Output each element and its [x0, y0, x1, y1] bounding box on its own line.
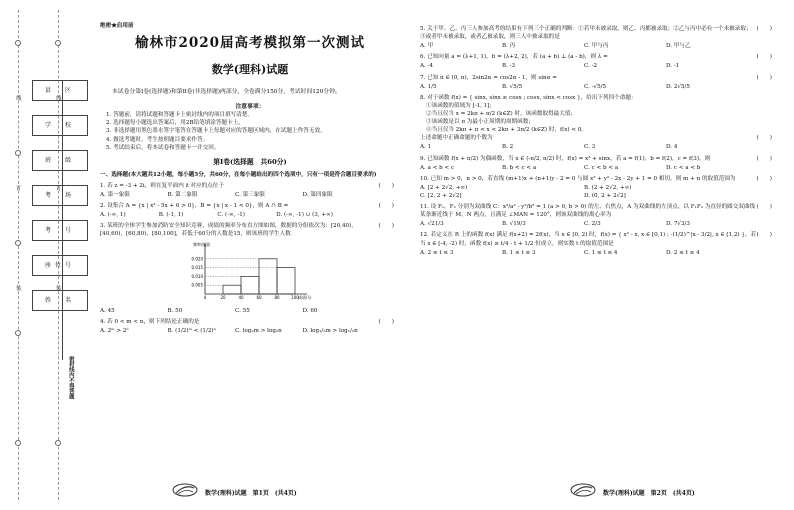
option-d: D. -1	[666, 63, 680, 70]
page-footer-left: 数学(理科)试题 第1页 (共4页)	[205, 490, 297, 497]
question-stem: 11. 设 F₁，F₂ 分别为双曲线 C：x²/a² - y²/b² = 1 (a > 0, b > 0) 的左、右焦点，A 为双曲线的左顶点，以 F₁F₂ 为直径的圆交双曲线某条渐近线于 M，N 两点，且满足 ∠MAN = 120°，则该双曲线的离心率为	[420, 204, 756, 219]
answer-paren[interactable]: ( )	[756, 54, 772, 61]
option-a: A. 45	[100, 307, 115, 314]
option-b: B. (2 + 2√2, +∞)	[584, 184, 632, 191]
option-d: D. log₁/₂m > log₁/₂n	[302, 327, 358, 334]
option-a: A. -4	[420, 63, 434, 70]
note-item: 5. 考试结束后，将本试卷和答题卡一并交回。	[106, 144, 220, 151]
field-exam-number[interactable]: 考 号	[32, 220, 88, 241]
option-a: A. 第一象限	[100, 191, 130, 198]
option-d: D. 甲与乙	[666, 43, 691, 50]
option-c: C. 甲与丙	[584, 43, 609, 50]
field-exam-room[interactable]: 考 场	[32, 185, 88, 206]
answer-paren[interactable]: ( )	[756, 155, 772, 162]
secret-label: 绝密★启用前	[100, 23, 134, 29]
option-d: D. 2 ≤ t ≤ 4	[666, 249, 700, 256]
option-a: A. 1/5	[420, 83, 437, 90]
punch-hole-6	[55, 40, 61, 46]
answer-paren[interactable]: ( )	[756, 74, 772, 81]
option-c: C. 2/3	[584, 221, 601, 228]
question-2	[100, 202, 400, 219]
question-4	[100, 318, 400, 335]
field-school[interactable]: 学 校	[32, 115, 88, 136]
note-item: 3. 非选择题用黑色墨水签字笔答在答题卡上每题对应的答题区域内，在试题上作答无效。	[106, 128, 326, 135]
question-stem: 1. 若 z = -3 + 2i，则在复平面内 z̄ 对应的点位于	[100, 182, 224, 189]
question-stem: 4. 若 0 < m < n，则下列结论正确的是	[100, 318, 200, 325]
question-stem: 5. 关于甲、乙、丙三人参加高考的结果有下列三个正确的判断：①若甲未被录取，则乙、丙都被录取；②乙与丙中必有一个未被录取；③或者甲未被录取，或者乙被录取，则三人中被录取的是	[420, 26, 752, 41]
question-stem: 9. 已知函数 f(x + π/2) 为偶函数，当 x ∈ (-π/2, π/2) 时，f(x) = x³ + sinx，若 a = f(1)，b = f(2)，c = f(3)，则	[420, 155, 711, 162]
proposition-item: ③该函数是以 π 为最小正周期的周期函数；	[426, 119, 534, 126]
option-d: D. 7√3/3	[666, 221, 690, 228]
seal-char-outer-2: 订	[14, 185, 21, 191]
histogram-bar	[259, 259, 277, 294]
x-tick-label: 0	[203, 295, 207, 301]
seal-char-outer-3: 装	[14, 285, 21, 291]
option-c: C. (-∞, -1)	[217, 212, 245, 219]
answer-paren[interactable]: ( )	[756, 175, 772, 182]
question-3	[100, 222, 400, 314]
option-d: D. (-∞, -1) ∪ (3, +∞)	[276, 212, 333, 219]
seal-char-inner-2: 订	[54, 185, 61, 191]
option-d: D. (0, 2 + 2√2]	[584, 192, 626, 199]
notes-heading: 注意事项：	[235, 103, 265, 110]
answer-paren[interactable]: ( )	[756, 204, 772, 211]
option-c: C. 3	[584, 144, 596, 151]
histogram-bar	[277, 268, 295, 294]
field-county[interactable]: 县 区	[32, 80, 88, 101]
proposition-item: ④当且仅当 2kπ + π < x < 2kπ + 3π/2 (k∈Z) 时，f(x) < 0。	[426, 127, 587, 134]
option-c: C. log₂m > log₂n	[235, 327, 282, 334]
histogram-bar	[223, 286, 241, 295]
option-b: B. (1/2)ᵐ < (1/2)ⁿ	[167, 327, 216, 334]
answer-paren[interactable]: ( )	[756, 135, 772, 142]
answer-paren[interactable]: ( )	[756, 232, 772, 239]
question-8	[420, 94, 778, 152]
y-tick-label: 0.005	[191, 283, 203, 289]
seal-char-outer-1: 线	[14, 95, 21, 101]
x-tick-label: 100	[291, 295, 299, 301]
option-a: A. 2ᵐ > 2ⁿ	[100, 327, 129, 334]
question-stem: 10. 已知 m > 0，n > 0，若直线 (m+1)x + (n+1)y - 2 = 0 与圆 x² + y² - 2x - 2y + 1 = 0 相切，则 m + n 的取值范围为	[420, 175, 736, 182]
option-d: D. 60	[302, 307, 318, 314]
exam-subtitle: 数学(理科)试题	[211, 62, 289, 76]
seal-line-outer	[18, 10, 19, 500]
seal-char-inner-3: 装	[54, 285, 61, 291]
publisher-logo-icon	[570, 482, 596, 498]
proposition-item: ②当且仅当 x = 2kπ + π/2 (k∈Z) 时，该函数取得最大值；	[426, 110, 577, 117]
question-1	[100, 182, 400, 199]
seal-char-inner-1: 线	[54, 95, 61, 101]
option-d: D. 4	[666, 144, 678, 151]
option-c: C. 第三象限	[235, 191, 266, 198]
x-tick-label: 40	[238, 295, 244, 301]
question-stem: 2. 设集合 A = {x | x² - 5x + 6 > 0}，B = {x | x - 1 < 0}，则 A ∩ B =	[100, 202, 289, 209]
x-axis-label: 成绩/分	[298, 295, 312, 301]
punch-hole-1	[15, 40, 21, 46]
question-5	[420, 25, 778, 50]
y-tick-label: 0.015	[191, 265, 203, 271]
question-6	[420, 53, 778, 70]
question-stem: 6. 已知向量 a = (λ+1, 1)，b = (λ+2, 2)，若 (a + b) ⊥ (a - b)，则 λ =	[420, 54, 608, 61]
option-a: A. 2 ≤ t ≤ 3	[420, 249, 454, 256]
x-tick-label: 60	[256, 295, 262, 301]
punch-hole-4	[15, 330, 21, 336]
note-item: 1. 答题前，请将试题和答题卡上密封线内的项目填写清楚。	[106, 112, 253, 119]
field-class[interactable]: 班 级	[32, 150, 88, 171]
option-b: B. 1 ≤ t ≤ 3	[502, 249, 536, 256]
option-d: D. 第四象限	[302, 191, 333, 198]
option-b: B. (-1, 1)	[158, 212, 184, 219]
option-c: C. [2, 2 + 2√2]	[420, 192, 462, 199]
option-d: D. c < a < b	[666, 164, 701, 171]
field-name[interactable]: 姓 名	[32, 290, 88, 311]
option-c: C. -2	[584, 63, 598, 70]
y-tick-label: 0.010	[191, 274, 203, 280]
note-item: 4. 做选考题时，考生按照题目要求作答。	[106, 136, 209, 143]
x-tick-label: 20	[220, 295, 226, 301]
option-a: A. a < b < c	[420, 164, 455, 171]
option-a: A. 1	[420, 144, 432, 151]
question-11	[420, 203, 778, 228]
question-stem: 3. 某班的全体学生参加消防安全知识竞赛，成绩的频率分布直方图如图，数据的分组依次为：[20,40)，[40,60)，[60,80)，[80,100]，若低于60分的人数是15，则该班的学生人数	[100, 223, 357, 238]
question-10	[420, 175, 778, 200]
page-footer-right: 数学(理科)试题 第2页 (共4页)	[603, 490, 695, 497]
question-stem: 7. 已知 α ∈ (0, π)，2sin2α = cos2α - 1，则 sinα =	[420, 74, 557, 81]
question-9	[420, 155, 778, 172]
punch-hole-3	[15, 240, 21, 246]
exam-intro: 本试卷分第Ⅰ卷(选择题)和第Ⅱ卷(非选择题)两部分，全卷满分150分，考试时间120分钟。	[112, 88, 341, 95]
proposition-item: ①该函数的值域为 [-1, 1]；	[426, 102, 496, 109]
option-a: A. 甲	[420, 43, 434, 50]
punch-hole-7	[55, 440, 61, 446]
option-c: C. 1 ≤ t ≤ 4	[584, 249, 618, 256]
question-12	[420, 231, 778, 256]
x-tick-label: 80	[274, 295, 280, 301]
part-1-heading: 第Ⅰ卷(选择题 共60分)	[213, 157, 287, 166]
option-a: A. √21/3	[420, 221, 444, 228]
option-b: B. √5/5	[502, 83, 523, 90]
answer-paren[interactable]: ( )	[378, 182, 394, 189]
option-d: D. 2√5/5	[666, 83, 690, 90]
option-b: B. 50	[167, 307, 183, 314]
answer-paren[interactable]: ( )	[756, 26, 772, 32]
question-7	[420, 74, 778, 91]
page-right	[420, 22, 778, 492]
exam-title: 榆林市2020届高考模拟第一次测试	[134, 35, 366, 52]
histogram-bar	[241, 277, 259, 295]
seal-warning: 密封线内不得答题	[67, 356, 74, 400]
field-seat-number[interactable]: 座位号	[32, 255, 88, 276]
note-item: 2. 选择题每小题选出答案后，用2B铅笔填涂答题卡上。	[106, 120, 244, 127]
frequency-histogram	[175, 240, 325, 302]
binding-strip	[0, 0, 96, 510]
option-a: A. (-∞, 1)	[100, 212, 126, 219]
question-stem: 8. 对于函数 f(x) = { sinx, sinx ≥ cosx ; cosx, sinx < cosx }，给出下列四个命题：	[420, 94, 637, 101]
option-b: B. 第二象限	[167, 191, 198, 198]
page-left	[100, 22, 400, 492]
option-b: B. b < c < a	[502, 164, 537, 171]
option-c: C. c < b < a	[584, 164, 619, 171]
answer-paren[interactable]: ( )	[378, 318, 394, 325]
answer-paren[interactable]: ( )	[378, 202, 394, 209]
section-1-heading: 一、选择题(本大题共12小题，每小题5分，共60分，在每小题给出的四个选项中，只有一项是符合题目要求的)	[100, 171, 377, 178]
option-b: B. √19/3	[502, 221, 526, 228]
publisher-logo-icon	[172, 482, 198, 498]
question-tail: 上述命题中正确命题的个数为	[420, 135, 493, 142]
option-c: C. -√5/5	[584, 83, 607, 90]
question-stem: 12. 若定义在 R 上的函数 f(x) 满足 f(x+2) = 2f(x)，当 x ∈ [0, 2) 时，f(x) = { x² - x, x ∈ [0,1) ; -(1/2)^|x - 3/2|, x ∈ [1,2) }，若当 x ∈ [-4, -2) 时，函数 f(x) ≥ t/4 - t + 1/2 恒成立，则实数 t 的取值范围是	[420, 232, 757, 247]
option-b: B. 丙	[502, 43, 516, 50]
punch-hole-5	[15, 440, 21, 446]
option-b: B. 2	[502, 144, 514, 151]
y-tick-label: 0.020	[191, 256, 203, 262]
option-b: B. -3	[502, 63, 516, 70]
y-axis-label: 频率/组距	[193, 242, 211, 248]
punch-hole-2	[15, 150, 21, 156]
answer-paren[interactable]: ( )	[378, 223, 394, 230]
option-a: A. [2 + 2√2, +∞)	[420, 184, 468, 191]
option-c: C. 55	[235, 307, 250, 314]
